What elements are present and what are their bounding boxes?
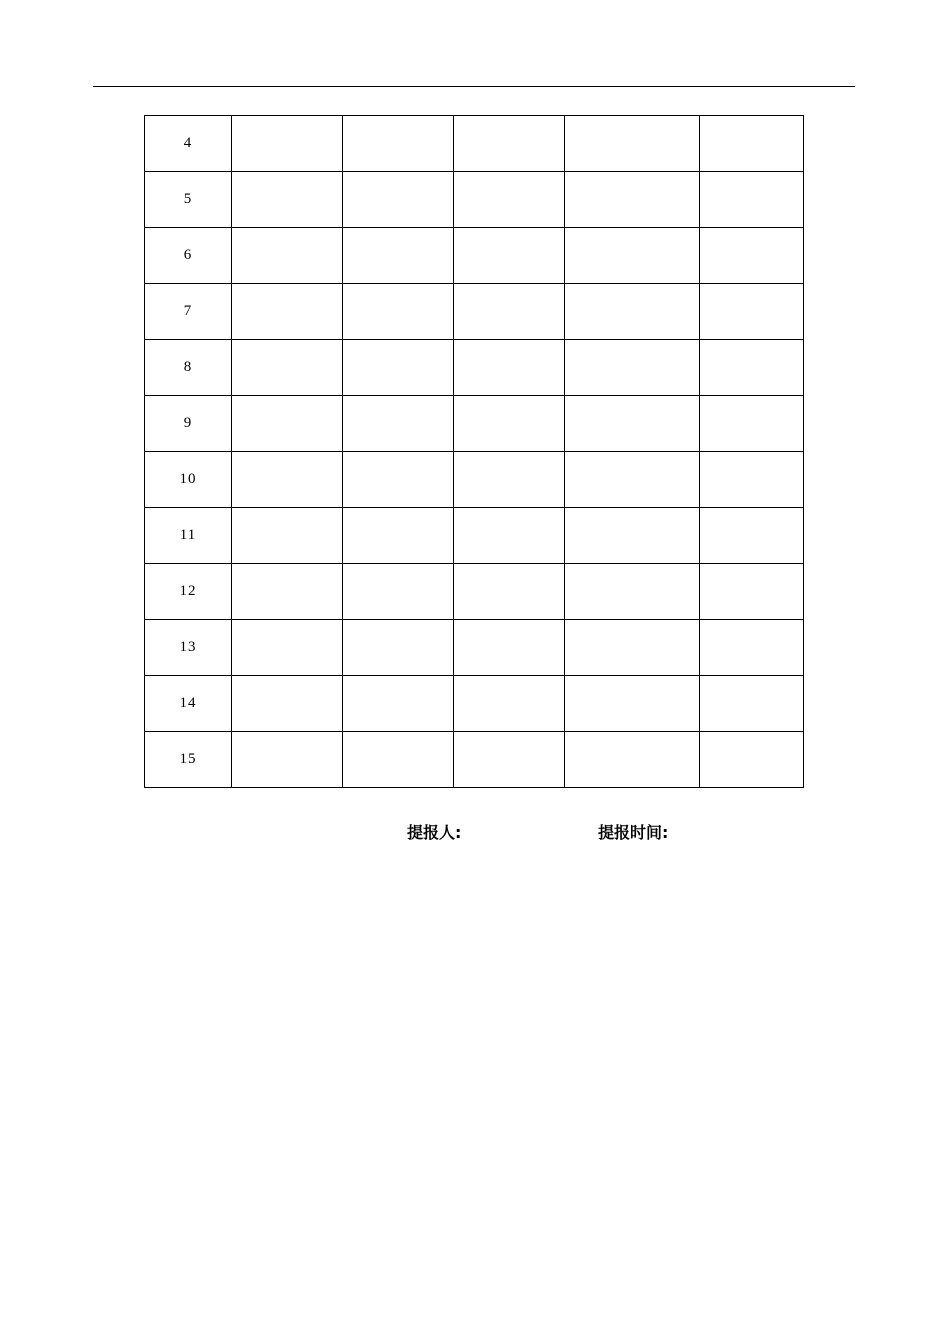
empty-entry-cell[interactable] bbox=[700, 564, 804, 620]
row-number-cell: 4 bbox=[145, 116, 232, 172]
empty-entry-cell[interactable] bbox=[565, 284, 700, 340]
header-rule bbox=[93, 86, 855, 87]
empty-entry-cell[interactable] bbox=[343, 508, 454, 564]
empty-entry-cell[interactable] bbox=[232, 396, 343, 452]
table-row bbox=[145, 116, 804, 172]
row-number-cell: 6 bbox=[145, 228, 232, 284]
row-number-cell: 10 bbox=[145, 452, 232, 508]
empty-entry-cell[interactable] bbox=[700, 452, 804, 508]
row-number-cell: 5 bbox=[145, 172, 232, 228]
empty-entry-cell[interactable] bbox=[232, 564, 343, 620]
empty-entry-cell[interactable] bbox=[565, 340, 700, 396]
table-row bbox=[145, 340, 804, 396]
row-number-cell: 14 bbox=[145, 676, 232, 732]
table-row bbox=[145, 452, 804, 508]
table-row bbox=[145, 564, 804, 620]
empty-entry-cell[interactable] bbox=[565, 172, 700, 228]
empty-entry-cell[interactable] bbox=[232, 676, 343, 732]
empty-entry-cell[interactable] bbox=[565, 396, 700, 452]
table-row bbox=[145, 172, 804, 228]
empty-entry-cell[interactable] bbox=[232, 340, 343, 396]
empty-entry-cell[interactable] bbox=[343, 452, 454, 508]
table-row bbox=[145, 396, 804, 452]
empty-entry-cell[interactable] bbox=[565, 564, 700, 620]
row-number-cell: 15 bbox=[145, 732, 232, 788]
empty-entry-cell[interactable] bbox=[343, 116, 454, 172]
empty-entry-cell[interactable] bbox=[565, 228, 700, 284]
report-table bbox=[144, 115, 804, 788]
empty-entry-cell[interactable] bbox=[232, 172, 343, 228]
empty-entry-cell[interactable] bbox=[454, 116, 565, 172]
empty-entry-cell[interactable] bbox=[454, 564, 565, 620]
empty-entry-cell[interactable] bbox=[343, 396, 454, 452]
empty-entry-cell[interactable] bbox=[343, 284, 454, 340]
empty-entry-cell[interactable] bbox=[700, 732, 804, 788]
empty-entry-cell[interactable] bbox=[343, 228, 454, 284]
empty-entry-cell[interactable] bbox=[700, 172, 804, 228]
row-number-cell: 7 bbox=[145, 284, 232, 340]
empty-entry-cell[interactable] bbox=[232, 228, 343, 284]
empty-entry-cell[interactable] bbox=[343, 564, 454, 620]
empty-entry-cell[interactable] bbox=[565, 620, 700, 676]
empty-entry-cell[interactable] bbox=[454, 620, 565, 676]
empty-entry-cell[interactable] bbox=[700, 396, 804, 452]
empty-entry-cell[interactable] bbox=[343, 340, 454, 396]
empty-entry-cell[interactable] bbox=[232, 116, 343, 172]
table-row bbox=[145, 732, 804, 788]
empty-entry-cell[interactable] bbox=[232, 732, 343, 788]
empty-entry-cell[interactable] bbox=[343, 172, 454, 228]
empty-entry-cell[interactable] bbox=[700, 116, 804, 172]
report-time-label: 提报时间: bbox=[598, 823, 669, 842]
empty-entry-cell[interactable] bbox=[700, 620, 804, 676]
empty-entry-cell[interactable] bbox=[700, 340, 804, 396]
table-row bbox=[145, 676, 804, 732]
empty-entry-cell[interactable] bbox=[343, 676, 454, 732]
table-row bbox=[145, 508, 804, 564]
row-number-cell: 13 bbox=[145, 620, 232, 676]
empty-entry-cell[interactable] bbox=[565, 452, 700, 508]
row-number-cell: 11 bbox=[145, 508, 232, 564]
empty-entry-cell[interactable] bbox=[454, 508, 565, 564]
empty-entry-cell[interactable] bbox=[700, 284, 804, 340]
empty-entry-cell[interactable] bbox=[454, 732, 565, 788]
empty-entry-cell[interactable] bbox=[343, 620, 454, 676]
empty-entry-cell[interactable] bbox=[232, 452, 343, 508]
empty-entry-cell[interactable] bbox=[565, 676, 700, 732]
empty-entry-cell[interactable] bbox=[565, 116, 700, 172]
empty-entry-cell[interactable] bbox=[454, 228, 565, 284]
empty-entry-cell[interactable] bbox=[565, 732, 700, 788]
table-row bbox=[145, 284, 804, 340]
empty-entry-cell[interactable] bbox=[700, 508, 804, 564]
row-number-cell: 12 bbox=[145, 564, 232, 620]
empty-entry-cell[interactable] bbox=[700, 676, 804, 732]
empty-entry-cell[interactable] bbox=[454, 452, 565, 508]
empty-entry-cell[interactable] bbox=[454, 284, 565, 340]
empty-entry-cell[interactable] bbox=[232, 508, 343, 564]
empty-entry-cell[interactable] bbox=[454, 396, 565, 452]
empty-entry-cell[interactable] bbox=[454, 172, 565, 228]
table-row bbox=[145, 228, 804, 284]
table-row bbox=[145, 620, 804, 676]
table-body bbox=[145, 116, 804, 788]
empty-entry-cell[interactable] bbox=[700, 228, 804, 284]
empty-entry-cell[interactable] bbox=[232, 284, 343, 340]
row-number-cell: 8 bbox=[145, 340, 232, 396]
empty-entry-cell[interactable] bbox=[343, 732, 454, 788]
empty-entry-cell[interactable] bbox=[232, 620, 343, 676]
row-number-cell: 9 bbox=[145, 396, 232, 452]
empty-entry-cell[interactable] bbox=[454, 676, 565, 732]
empty-entry-cell[interactable] bbox=[454, 340, 565, 396]
empty-entry-cell[interactable] bbox=[565, 508, 700, 564]
reporter-label: 提报人: bbox=[407, 823, 462, 842]
